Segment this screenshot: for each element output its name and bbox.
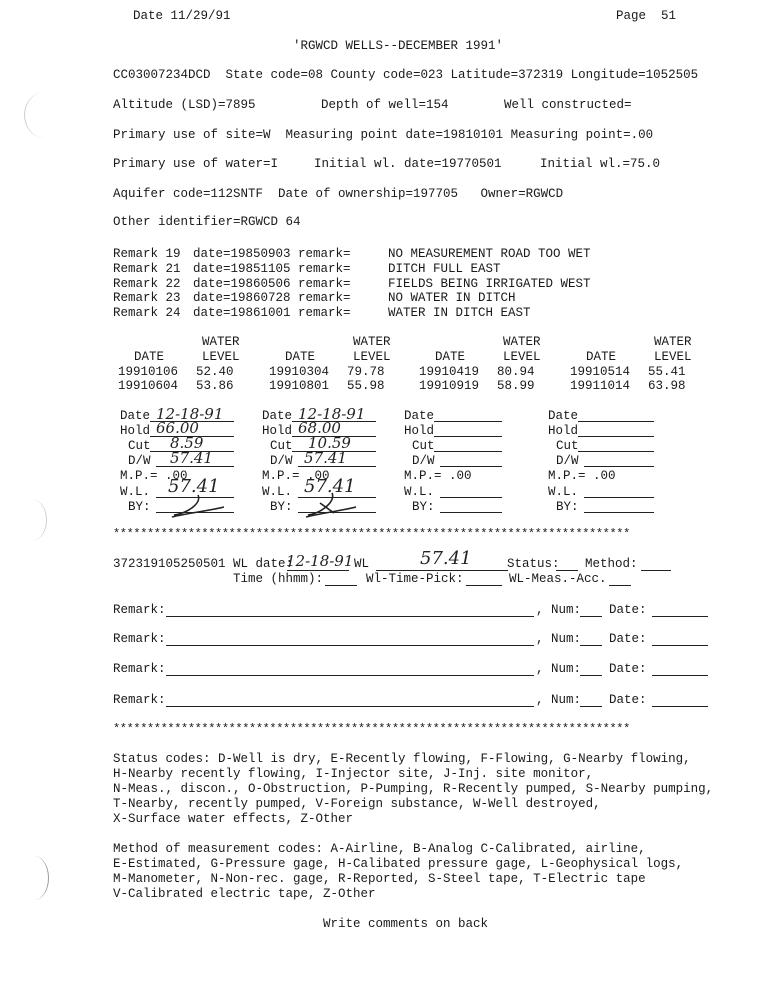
table-cell-date: 19910801 <box>269 379 330 393</box>
site-info-line-3: Primary use of site=W Measuring point date=19810101 Measuring point=.00 <box>113 128 654 142</box>
handwritten-date: 12-18-91 <box>298 405 366 423</box>
hold-label: Hold <box>262 424 293 438</box>
method-codes-line: M-Manometer, N-Non-rec. gage, R-Reported, S-Steel tape, T-Electric tape <box>113 872 646 886</box>
dw-label: D/W <box>270 454 293 468</box>
table-cell-date: 19910514 <box>570 365 631 379</box>
status-label: Status: <box>507 557 560 571</box>
method-codes-line: Method of measurement codes: A-Airline, B-Analog C-Calibrated, airline, <box>113 842 646 856</box>
date-label: Date <box>404 409 435 423</box>
table-cell-level: 58.99 <box>497 379 535 393</box>
method-codes-line: V-Calibrated electric tape, Z-Other <box>113 887 376 901</box>
wl-label: W.L. <box>404 485 435 499</box>
remark-text: NO MEASUREMENT ROAD TOO WET <box>388 247 591 261</box>
entry-block-4 <box>546 409 686 514</box>
column-header-level: LEVEL <box>353 350 391 364</box>
primary-use-of-water: Primary use of water=I <box>113 157 279 171</box>
by-field[interactable] <box>440 512 502 513</box>
separator-line: **************************************************************************** <box>113 527 630 541</box>
site-info-line-5: Aquifer code=112SNTF Date of ownership=197705 Owner=RGWCD <box>113 187 564 201</box>
remark-label: Remark: <box>113 603 166 617</box>
by-label: BY: <box>412 500 435 514</box>
column-header-level: LEVEL <box>654 350 692 364</box>
wl-time-pick-label: Wl-Time-Pick: <box>366 572 464 586</box>
remark-date: date=19861001 remark= <box>193 306 351 320</box>
date-label: Date: <box>609 662 647 676</box>
num-field[interactable] <box>580 616 602 617</box>
wl-field[interactable] <box>376 570 508 571</box>
cut-label: Cut <box>270 439 293 453</box>
mp-label: M.P.= .00 <box>548 469 616 483</box>
hold-label: Hold <box>120 424 151 438</box>
handwritten-cut: 8.59 <box>170 434 204 452</box>
status-codes-line: T-Nearby, recently pumped, V-Foreign substance, W-Well destroyed, <box>113 797 601 811</box>
handwritten-wl: 57.41 <box>168 476 220 497</box>
date-label: Date <box>120 409 151 423</box>
wl-label: WL <box>354 557 370 571</box>
print-date: Date 11/29/91 <box>133 9 231 23</box>
remark-text: NO WATER IN DITCH <box>388 291 516 305</box>
cut-field[interactable] <box>578 451 654 452</box>
other-identifier: Other identifier=RGWCD 64 <box>113 215 301 229</box>
table-cell-date: 19910604 <box>118 379 179 393</box>
cut-label: Cut <box>412 439 435 453</box>
handwritten-wl-date: 12-18-91 <box>286 552 354 570</box>
column-header-date: DATE <box>285 350 316 364</box>
table-cell-level: 63.98 <box>648 379 686 393</box>
handwritten-wl: 57.41 <box>420 548 472 569</box>
date-field[interactable] <box>652 675 708 676</box>
by-field[interactable] <box>584 512 654 513</box>
column-header-level: LEVEL <box>503 350 541 364</box>
remark-label: Remark: <box>113 693 166 707</box>
date-label: Date <box>548 409 579 423</box>
column-header-water: WATER <box>353 335 391 349</box>
initials-mark <box>300 491 360 519</box>
cut-label: Cut <box>128 439 151 453</box>
status-field[interactable] <box>556 570 578 571</box>
remark-text: DITCH FULL EAST <box>388 262 501 276</box>
num-label: , Num: <box>536 662 582 676</box>
date-field[interactable] <box>652 645 708 646</box>
remark-label: Remark: <box>113 662 166 676</box>
remark-label: Remark 19 <box>113 247 181 261</box>
column-header-water: WATER <box>503 335 541 349</box>
handwritten-wl: 57.41 <box>304 476 356 497</box>
status-codes-line: X-Surface water effects, Z-Other <box>113 812 354 826</box>
table-cell-level: 79.78 <box>347 365 385 379</box>
date-label: Date: <box>609 632 647 646</box>
status-codes-line: N-Meas., discon., O-Obstruction, P-Pumping, R-Recently pumped, S-Nearby pumping, <box>113 782 714 796</box>
column-header-water: WATER <box>654 335 692 349</box>
remark-label: Remark 22 <box>113 277 181 291</box>
table-cell-level: 55.41 <box>648 365 686 379</box>
num-field[interactable] <box>580 706 602 707</box>
initial-wl-date: Initial wl. date=19770501 <box>314 157 502 171</box>
wl-field[interactable] <box>440 497 502 498</box>
dw-label: D/W <box>556 454 579 468</box>
separator-line: **************************************************************************** <box>113 722 630 736</box>
mp-label: M.P.= .00 <box>120 469 188 483</box>
remark-date: date=19851105 remark= <box>193 262 351 276</box>
num-label: , Num: <box>536 603 582 617</box>
date-field[interactable] <box>578 421 654 422</box>
hold-label: Hold <box>404 424 435 438</box>
table-cell-date: 19910919 <box>419 379 480 393</box>
footer-note: Write comments on back <box>323 917 489 931</box>
wl-field[interactable] <box>584 497 654 498</box>
table-cell-date: 19911014 <box>570 379 631 393</box>
depth-of-well: Depth of well=154 <box>321 98 449 112</box>
hold-field[interactable] <box>434 436 502 437</box>
time-label: Time (hhmm): <box>233 572 324 586</box>
remark-date: date=19860506 remark= <box>193 277 351 291</box>
mp-label: M.P.= .00 <box>404 469 472 483</box>
by-label: BY: <box>270 500 293 514</box>
date-label: Date: <box>609 693 647 707</box>
handwritten-dw: 57.41 <box>170 449 213 467</box>
num-field[interactable] <box>580 645 602 646</box>
remark-label: Remark 23 <box>113 291 181 305</box>
punch-hole-mark <box>24 92 65 138</box>
cut-label: Cut <box>556 439 579 453</box>
entry-block-2 <box>260 405 400 514</box>
handwritten-dw: 57.41 <box>304 449 347 467</box>
altitude: Altitude (LSD)=7895 <box>113 98 256 112</box>
wl-date-label: WL date: <box>233 557 294 571</box>
dw-label: D/W <box>412 454 435 468</box>
remark-field[interactable] <box>166 675 534 676</box>
remark-date: date=19850903 remark= <box>193 247 351 261</box>
site-id: 372319105250501 <box>113 557 226 571</box>
num-field[interactable] <box>580 675 602 676</box>
status-codes-line: H-Nearby recently flowing, I-Injector site, J-Inj. site monitor, <box>113 767 594 781</box>
date-field[interactable] <box>652 616 708 617</box>
wl-time-pick-field[interactable] <box>466 585 502 586</box>
dw-field[interactable] <box>584 466 654 467</box>
wl-date-field[interactable] <box>287 570 349 571</box>
date-label: Date <box>262 409 293 423</box>
date-label: Date: <box>609 603 647 617</box>
remark-date: date=19860728 remark= <box>193 291 351 305</box>
mp-label: M.P.= .00 <box>262 469 330 483</box>
entry-block-1 <box>118 405 258 514</box>
by-label: BY: <box>128 500 151 514</box>
well-constructed: Well constructed= <box>504 98 632 112</box>
table-cell-date: 19910106 <box>118 365 179 379</box>
column-header-level: LEVEL <box>202 350 240 364</box>
handwritten-date: 12-18-91 <box>156 405 224 423</box>
table-cell-level: 55.98 <box>347 379 385 393</box>
hold-label: Hold <box>548 424 579 438</box>
wl-label: W.L. <box>262 485 293 499</box>
column-header-date: DATE <box>435 350 466 364</box>
punch-hole-mark <box>20 500 47 540</box>
wl-meas-acc-label: WL-Meas.-Acc. <box>509 572 607 586</box>
cut-field[interactable] <box>434 451 502 452</box>
wl-meas-acc-field[interactable] <box>609 585 631 586</box>
remark-label: Remark 21 <box>113 262 181 276</box>
entry-block-3 <box>402 409 542 514</box>
table-cell-date: 19910419 <box>419 365 480 379</box>
method-label: Method: <box>585 557 638 571</box>
table-cell-level: 52.40 <box>196 365 234 379</box>
time-field[interactable] <box>325 585 357 586</box>
date-field[interactable] <box>434 421 502 422</box>
handwritten-hold: 66.00 <box>156 419 199 437</box>
by-label: BY: <box>556 500 579 514</box>
page-number: Page 51 <box>616 9 677 23</box>
remark-field[interactable] <box>166 616 534 617</box>
initial-wl: Initial wl.=75.0 <box>540 157 661 171</box>
punch-hole-mark <box>20 856 49 900</box>
wl-label: W.L. <box>120 485 151 499</box>
num-label: , Num: <box>536 632 582 646</box>
initials-mark <box>168 493 228 519</box>
column-header-water: WATER <box>202 335 240 349</box>
dw-label: D/W <box>128 454 151 468</box>
date-field[interactable] <box>652 706 708 707</box>
handwritten-cut: 10.59 <box>308 434 351 452</box>
hold-field[interactable] <box>578 436 654 437</box>
table-cell-date: 19910304 <box>269 365 330 379</box>
remark-text: FIELDS BEING IRRIGATED WEST <box>388 277 591 291</box>
table-cell-level: 80.94 <box>497 365 535 379</box>
num-label: , Num: <box>536 693 582 707</box>
method-field[interactable] <box>641 570 671 571</box>
remark-label: Remark: <box>113 632 166 646</box>
remark-text: WATER IN DITCH EAST <box>388 306 531 320</box>
site-info-line-1: CC03007234DCD State code=08 County code=023 Latitude=372319 Longitude=1052505 <box>113 68 699 82</box>
column-header-date: DATE <box>586 350 617 364</box>
remark-field[interactable] <box>166 645 534 646</box>
table-cell-level: 53.86 <box>196 379 234 393</box>
remark-label: Remark 24 <box>113 306 181 320</box>
column-header-date: DATE <box>134 350 165 364</box>
dw-field[interactable] <box>440 466 502 467</box>
handwritten-hold: 68.00 <box>298 419 341 437</box>
page-title: 'RGWCD WELLS--DECEMBER 1991' <box>293 39 504 53</box>
wl-label: W.L. <box>548 485 579 499</box>
remark-field[interactable] <box>166 706 534 707</box>
method-codes-line: E-Estimated, G-Pressure gage, H-Calibated pressure gage, L-Geophysical logs, <box>113 857 684 871</box>
status-codes-line: Status codes: D-Well is dry, E-Recently flowing, F-Flowing, G-Nearby flowing, <box>113 752 691 766</box>
